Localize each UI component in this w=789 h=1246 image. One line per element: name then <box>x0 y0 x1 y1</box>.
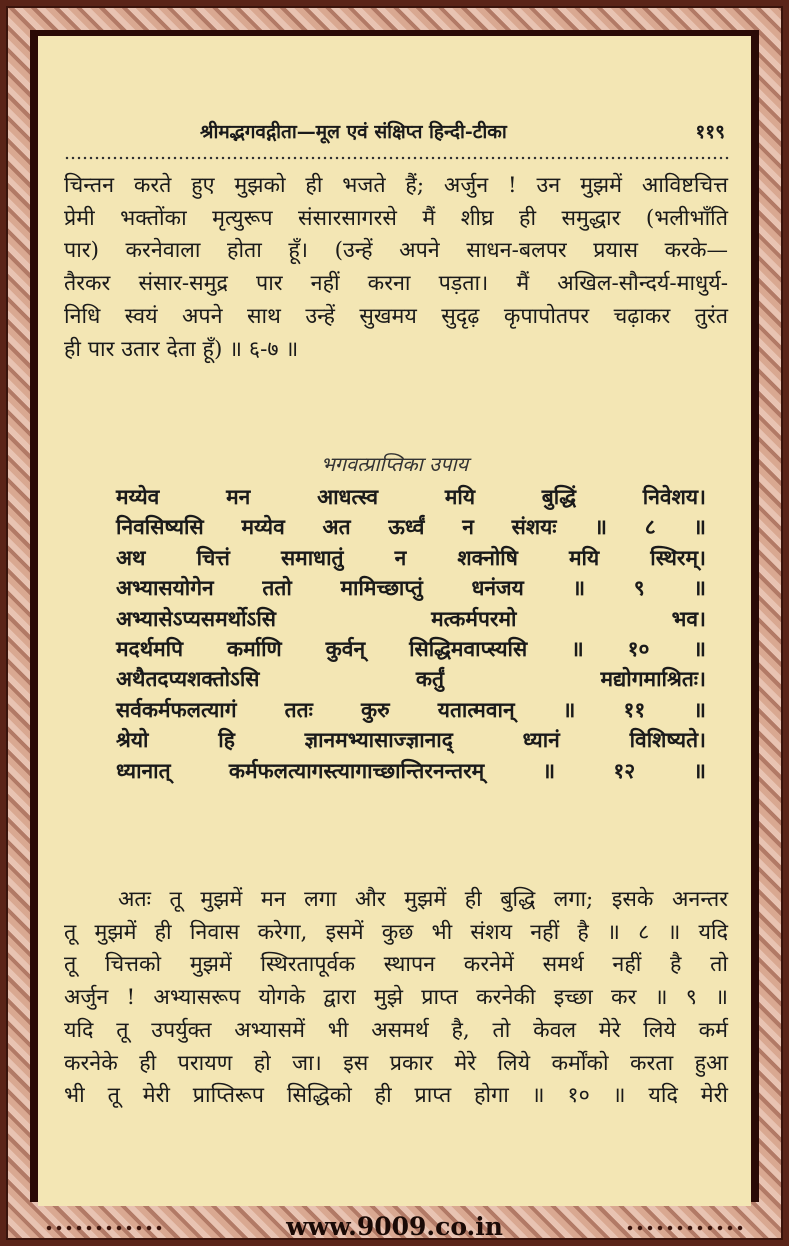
verse-line: ध्यानात् कर्मफलत्यागस्त्यागाच्छान्तिरनन्तरम् ॥ १२ ॥ <box>116 757 706 783</box>
text-line: निधि स्वयं अपने साथ उन्हें सुखमय सुदृढ़ कृपापोतपर चढ़ाकर तुरंत <box>64 303 728 329</box>
text-line: अतः तू मुझमें मन लगा और मुझमें ही बुद्धि लगा; इसके अनन्तर <box>118 887 728 912</box>
page-number: ११९ <box>695 121 725 143</box>
text-line: तैरकर संसार-समुद्र पार नहीं करना पड़ता। मैं अखिल-सौन्दर्य-माधुर्य- <box>64 271 728 297</box>
commentary-paragraph-2 <box>64 884 728 1113</box>
text-line: करनेके ही परायण हो जा। इस प्रकार मेरे लिये कर्मोंको करता हुआ <box>64 1050 728 1076</box>
text-line: तू मुझमें ही निवास करेगा, इसमें कुछ भी संशय नहीं है ॥ ८ ॥ यदि <box>64 919 728 945</box>
verse-line: मय्येव मन आधत्स्व मयि बुद्धिं निवेशय। <box>116 484 706 509</box>
section-subheading: भगवत्प्राप्तिका उपाय <box>320 452 469 476</box>
text-line: भी तू मेरी प्राप्तिरूप सिद्धिको ही प्राप्त होगा ॥ १० ॥ यदि मेरी <box>64 1083 728 1109</box>
website-footer: www.9009.co.in <box>286 1212 503 1241</box>
book-page <box>38 36 751 1206</box>
page-header <box>38 118 751 148</box>
text-line: ही पार उतार देता हूँ) ॥ ६-७ ॥ <box>64 336 299 362</box>
sanskrit-verses <box>116 482 706 786</box>
text-line: पार) करनेवाला होता हूँ। (उन्हें अपने साधन-बलपर प्रयास करके— <box>64 238 728 264</box>
commentary-paragraph-1 <box>64 170 728 366</box>
verse-line: निवसिष्यसि मय्येव अत ऊर्ध्वं न संशयः ॥ ८ ॥ <box>116 514 706 540</box>
header-divider <box>64 154 729 164</box>
text-line: यदि तू उपर्युक्त अभ्यासमें भी असमर्थ है, तो केवल मेरे लिये कर्म <box>64 1017 729 1043</box>
text-line: अर्जुन ! अभ्यासरूप योगके द्वारा मुझे प्राप्त करनेकी इच्छा कर ॥ ९ ॥ <box>64 985 728 1011</box>
verse-line: अभ्यासयोगेन ततो मामिच्छाप्तुं धनंजय ॥ ९ ॥ <box>116 575 706 601</box>
verse-line: श्रेयो हि ज्ञानमभ्यासाज्ज्ञानाद् ध्यानं विशिष्यते। <box>116 727 706 753</box>
running-title: श्रीमद्भगवद्गीता—मूल एवं संक्षिप्त हिन्दी-टीका <box>200 121 507 143</box>
verse-line: अथ चित्तं समाधातुं न शक्नोषि मयि स्थिरम्। <box>116 544 706 570</box>
verse-line: अभ्यासेऽप्यसमर्थोऽसि मत्कर्मपरमो भव। <box>116 605 706 631</box>
text-line: प्रेमी भक्तोंका मृत्युरूप संसारसागरसे मैं शीघ्र ही समुद्धार (भलीभाँति <box>64 205 728 231</box>
verse-line: मदर्थमपि कर्माणि कुर्वन् सिद्धिमवाप्स्यसि ॥ १० ॥ <box>116 636 706 662</box>
verse-line: सर्वकर्मफलत्यागं ततः कुरु यतात्मवान् ॥ ११ ॥ <box>116 696 706 722</box>
text-line: तू चित्तको मुझमें स्थिरतापूर्वक स्थापन करनेमें समर्थ नहीं है तो <box>64 952 728 978</box>
verse-line: अथैतदप्यशक्तोऽसि कर्तुं मद्योगमाश्रितः। <box>116 666 706 692</box>
text-line: चिन्तन करते हुए मुझको ही भजते हैं; अर्जुन ! उन मुझमें आविष्टचित्त <box>64 173 728 198</box>
